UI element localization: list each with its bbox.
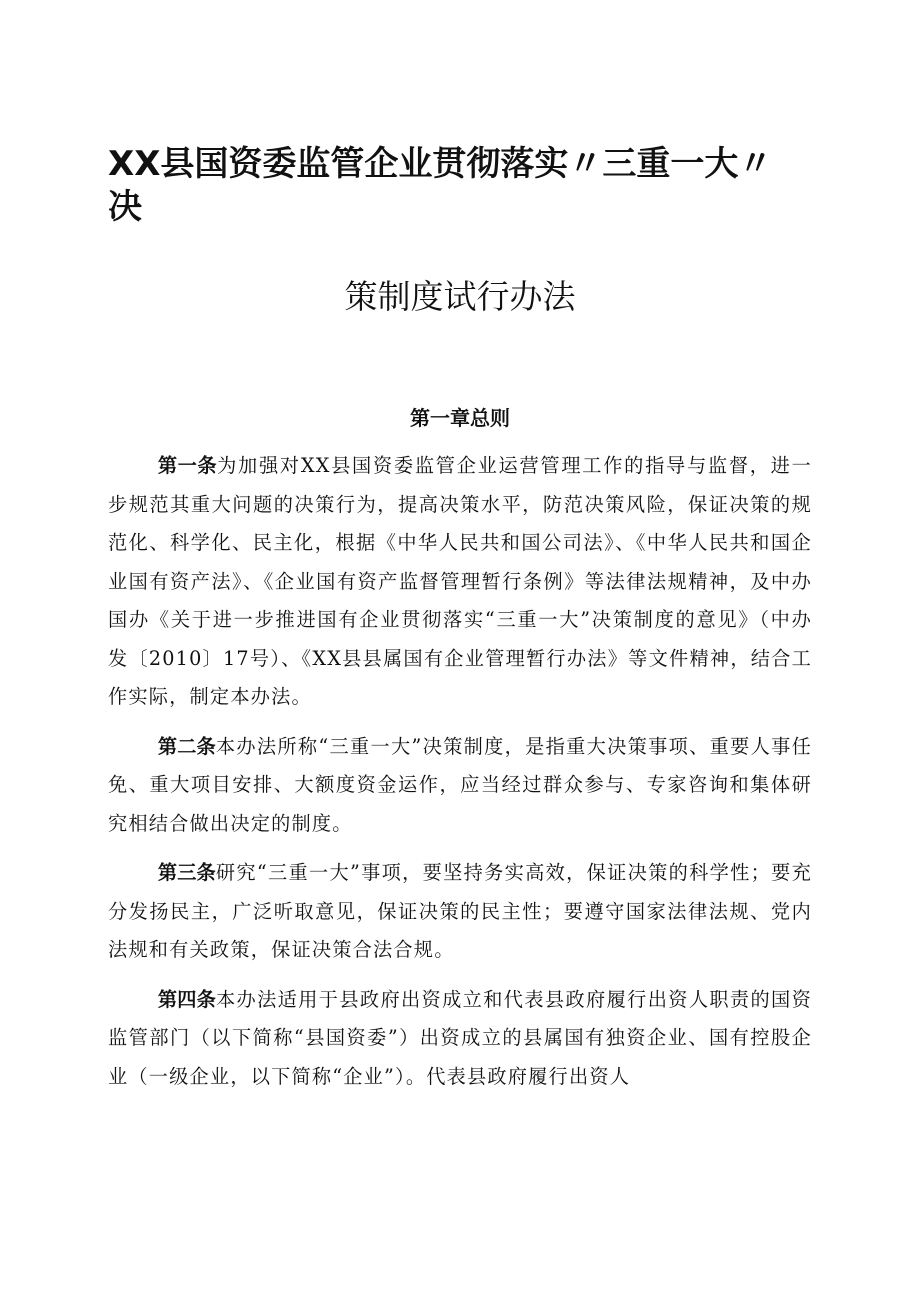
document-title-part1-wrap: [108, 187, 142, 227]
document-title-part1: [108, 144, 772, 184]
article-text: 本办法适用于县政府出资成立和代表县政府履行出资人职责的国资监管部门（以下简称“县国资委”）出资成立的县属国有独资企业、国有控股企业（一级企业，以下简称“企业”）。代表县政府履行出资人: [108, 987, 812, 1088]
chapter-heading: 第一章总则: [410, 406, 510, 430]
article-paragraph: [108, 447, 812, 717]
article-paragraph: [108, 981, 812, 1097]
article-label: 第二条: [157, 734, 216, 758]
article-paragraph: [108, 728, 812, 844]
article-paragraph: [108, 854, 812, 970]
title-line-1: XX县国资委监管企业贯彻落实〃三重一大〃: [108, 144, 773, 184]
article-label: 第三条: [157, 861, 216, 884]
document-title-part2: 策制度试行办法: [344, 277, 576, 316]
document-body: [108, 447, 812, 1107]
article-label: 第一条: [157, 454, 218, 477]
article-text: 为加强对XX县国资委监管企业运营管理工作的指导与监督，进一步规范其重大问题的决策行为，提高决策水平，防范决策风险，保证决策的规范化、科学化、民主化，根据《中华人民共和国公司法》、《中华人民共和国企业国有资产法》、《企业国有资产监督管理暂行条例》等法律法规精神，及中办国办《关于进一步推进国有企业贯彻落实“三重一大”决策制度的意见》（中办发〔2010〕17号）、《XX县县属国有企业管理暂行办法》等文件精神，结合工作实际，制定本办法。: [108, 454, 812, 708]
article-label: 第四条: [157, 987, 216, 1011]
title-line-1-wrap: 决: [108, 187, 142, 227]
article-text: 本办法所称“三重一大”决策制度，是指重大决策事项、重要人事任免、重大项目安排、大额度资金运作，应当经过群众参与、专家咨询和集体研究相结合做出决定的制度。: [108, 734, 812, 835]
article-text: 研究“三重一大”事项，要坚持务实高效，保证决策的科学性；要充分发扬民主，广泛听取意见，保证决策的民主性；要遵守国家法律法规、党内法规和有关政策，保证决策合法合规。: [108, 861, 812, 961]
